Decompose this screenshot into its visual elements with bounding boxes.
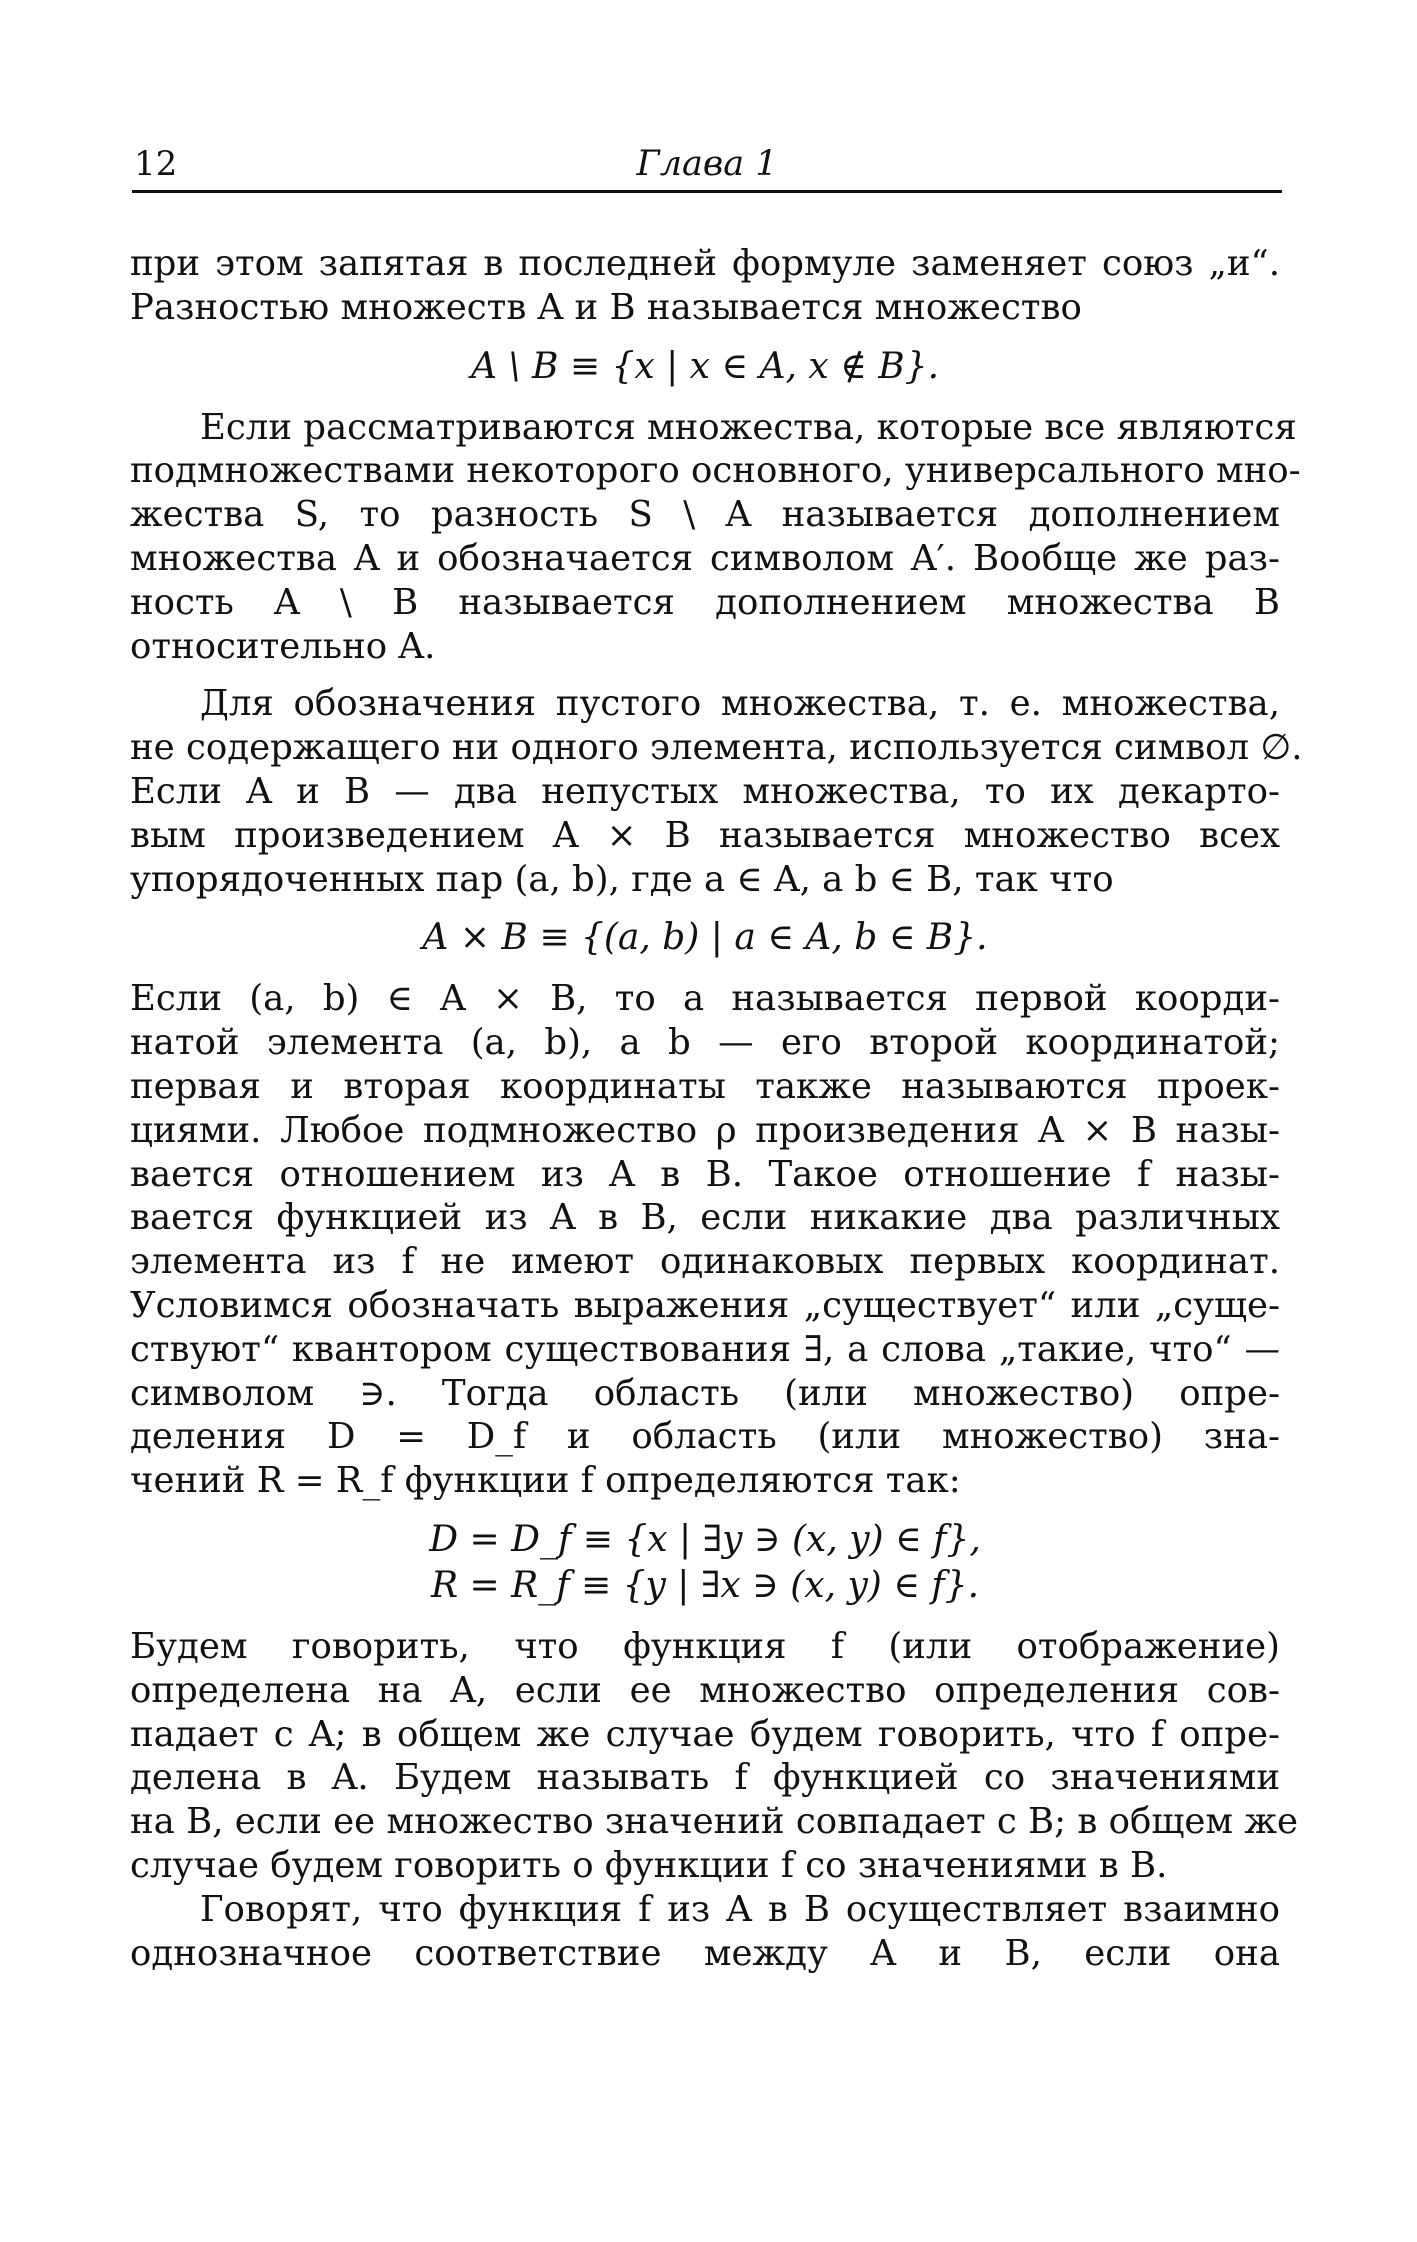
text-line: падает с A; в общем же случае будем говорить, что f опре- xyxy=(130,1713,1280,1755)
text-line: Условимся обозначать выражения „существует“ или „суще- xyxy=(130,1284,1280,1326)
running-title: Глава 1 xyxy=(636,144,778,184)
text-line: подмножествами некоторого основного, универсального мно- xyxy=(130,450,1301,492)
text-line: ность A \ B называется дополнением множества B xyxy=(130,581,1280,623)
body-text xyxy=(130,242,1303,1975)
text-line: деления D = D_f и область (или множество) зна- xyxy=(130,1416,1280,1458)
text-line: на B, если ее множество значений совпадает с B; в общем же xyxy=(130,1801,1298,1843)
text-line: вается функцией из A в B, если никакие два различных xyxy=(130,1197,1280,1239)
text-line: натой элемента (a, b), а b — его второй координатой; xyxy=(130,1022,1280,1064)
text-line: при этом запятая в последней формуле заменяет союз „и“. xyxy=(130,243,1280,284)
text-line: случае будем говорить о функции f со значениями в B. xyxy=(130,1844,1168,1886)
text-line: Говорят, что функция f из A в B осуществляет взаимно xyxy=(200,1888,1280,1930)
text-line: вым произведением A × B называется множество всех xyxy=(130,814,1280,856)
text-line: относительно A. xyxy=(130,625,436,667)
text-line: ствуют“ квантором существования ∃, а слова „такие, что“ — xyxy=(130,1328,1280,1370)
page-number: 12 xyxy=(134,144,178,184)
text-line: определена на A, если ее множество определения сов- xyxy=(130,1669,1280,1711)
text-line: символом ∋. Тогда область (или множество) опре- xyxy=(130,1372,1280,1414)
text-line: чений R = R_f функции f определяются так: xyxy=(130,1460,961,1502)
text-line: вается отношением из A в B. Такое отношение f назы- xyxy=(130,1153,1280,1195)
text-line: Если рассматриваются множества, которые все являются xyxy=(200,406,1297,448)
text-line: циями. Любое подмножество ρ произведения A × B назы- xyxy=(130,1109,1280,1151)
formula-domain: D = D_f ≡ {x | ∃y ∋ (x, y) ∈ f}, xyxy=(429,1518,981,1560)
text-line: делена в A. Будем называть f функцией со значениями xyxy=(130,1757,1280,1799)
text-line: множества A и обозначается символом A′. Вообще же раз- xyxy=(130,537,1280,579)
text-line: не содержащего ни одного элемента, используется символ ∅. xyxy=(130,727,1303,769)
text-line: однозначное соответствие между A и B, если она xyxy=(130,1932,1280,1974)
text-line: Для обозначения пустого множества, т. е. множества, xyxy=(200,683,1280,725)
formula-cartesian-product: A × B ≡ {(a, b) | a ∈ A, b ∈ B}. xyxy=(422,917,988,959)
text-line: Будем говорить, что функция f (или отображение) xyxy=(130,1625,1280,1667)
text-line: Разностью множеств A и B называется множество xyxy=(130,286,1082,328)
formula-range: R = R_f ≡ {y | ∃x ∋ (x, y) ∈ f}. xyxy=(430,1564,980,1606)
text-line: Если (a, b) ∈ A × B, то a называется первой коорди- xyxy=(130,978,1280,1020)
text-line: первая и вторая координаты также называются проек- xyxy=(130,1065,1280,1107)
text-line: жества S, то разность S \ A называется дополнением xyxy=(130,494,1280,536)
text-line: упорядоченных пар (a, b), где a ∈ A, а b ∈ B, так что xyxy=(130,858,1114,900)
formula-set-difference: A \ B ≡ {x | x ∈ A, x ∉ B}. xyxy=(470,345,940,387)
text-line: Если A и B — два непустых множества, то их декарто- xyxy=(130,770,1280,812)
page-header xyxy=(132,140,1282,193)
text-line: элемента из f не имеют одинаковых первых координат. xyxy=(130,1241,1280,1283)
